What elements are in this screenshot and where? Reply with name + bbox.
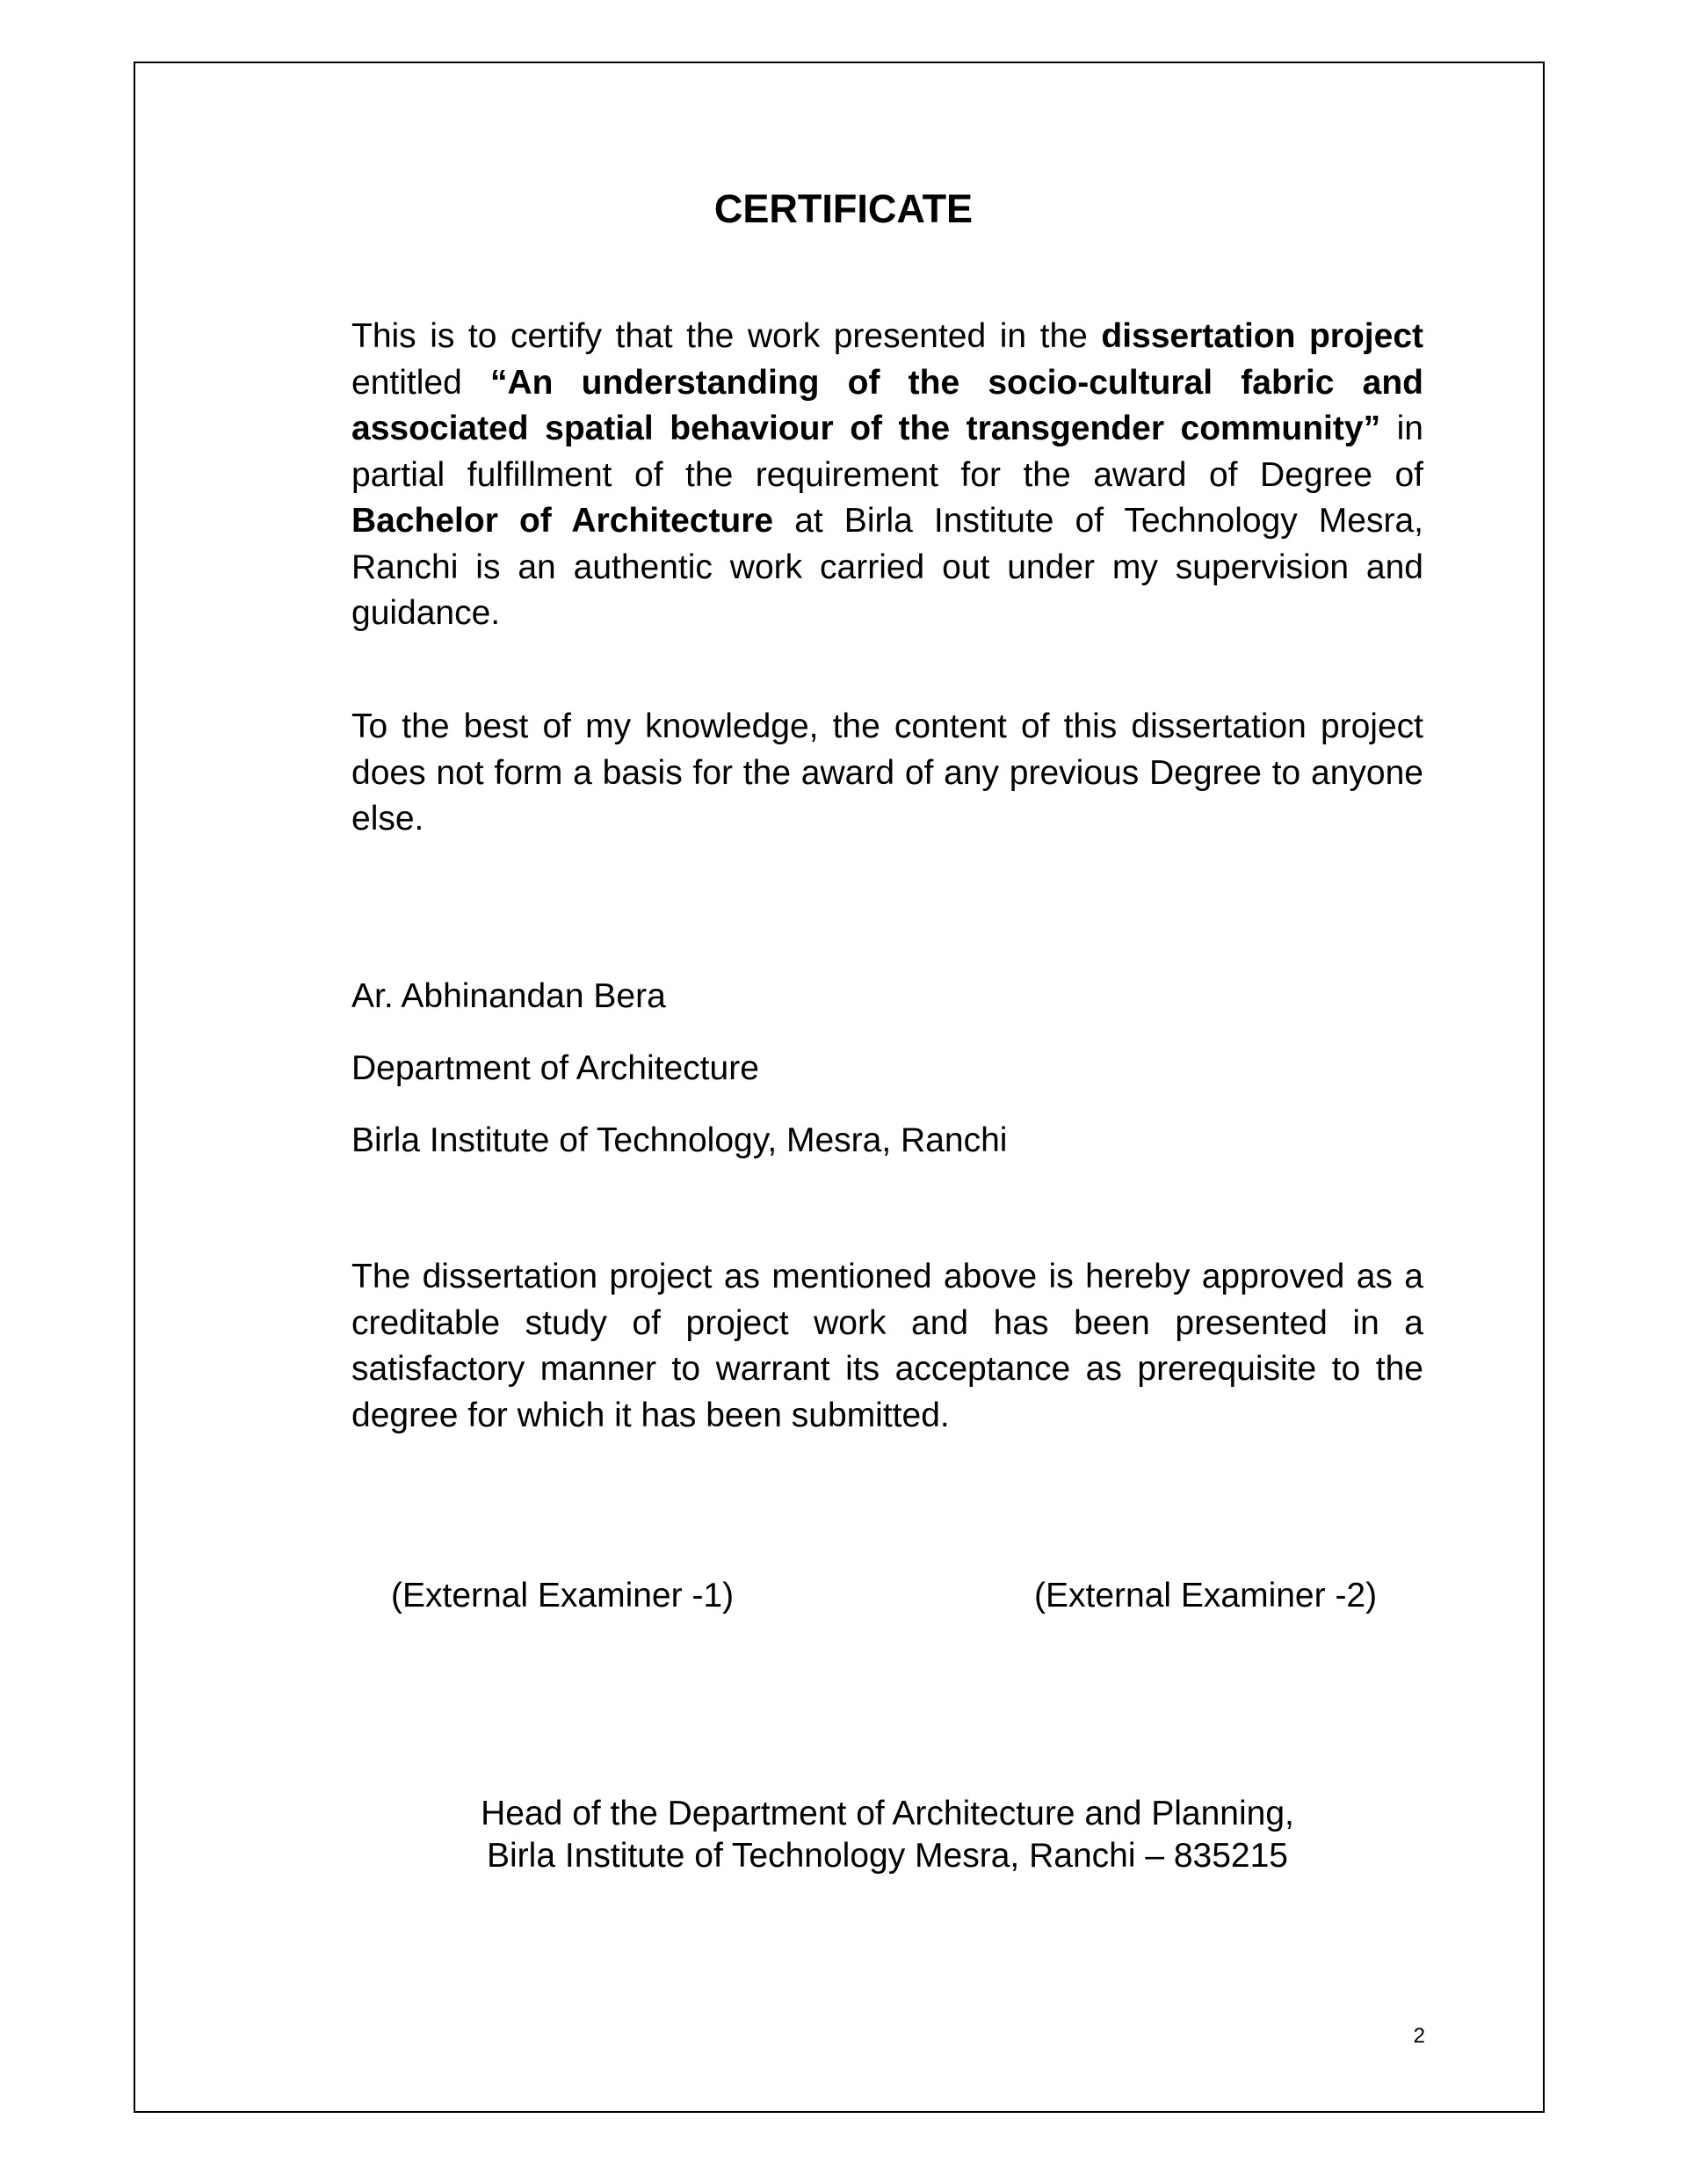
certification-text-4: at Birla Institute of Technology Mesra, Ranchi is an authentic work carried out under my supervision and guidance. [351, 502, 1423, 632]
certification-text-2: entitled [351, 363, 462, 402]
approval-paragraph: The dissertation project as mentioned above is hereby approved as a creditable study of project work and has been presented in a satisfactory manner to warrant its acceptance as prerequisite to the degree for which it has been submitted. [351, 1258, 1423, 1434]
dissertation-project-bold: dissertation project [1101, 317, 1424, 355]
certification-text-3: in partial fulfillment of the requirement for the award of Degree of [351, 410, 1423, 494]
degree-name: Bachelor of Architecture [351, 502, 774, 540]
supervisor-institute: Birla Institute of Technology, Mesra, Ranchi [351, 1121, 1008, 1159]
certification-paragraph [351, 314, 1423, 637]
external-examiner-2: (External Examiner -2) [1034, 1577, 1378, 1614]
supervisor-department: Department of Architecture [351, 1049, 759, 1087]
external-examiner-1: (External Examiner -1) [391, 1577, 735, 1614]
page-number: 2 [1413, 2024, 1425, 2048]
head-of-department-line-1: Head of the Department of Architecture and Planning, [481, 1795, 1294, 1832]
certification-text-1: This is to certify that the work presented in the [351, 317, 1088, 355]
head-of-department-line-2: Birla Institute of Technology Mesra, Ranchi – 835215 [487, 1837, 1288, 1875]
certificate-title: CERTIFICATE [713, 186, 974, 231]
supervisor-name: Ar. Abhinandan Bera [351, 977, 666, 1015]
dissertation-title: “An understanding of the socio-cultural fabric and associated spatial behaviour of the transgender community” [351, 363, 1423, 447]
knowledge-paragraph: To the best of my knowledge, the content of this dissertation project does not form a basis for the award of any previous Degree to anyone else. [351, 707, 1423, 838]
